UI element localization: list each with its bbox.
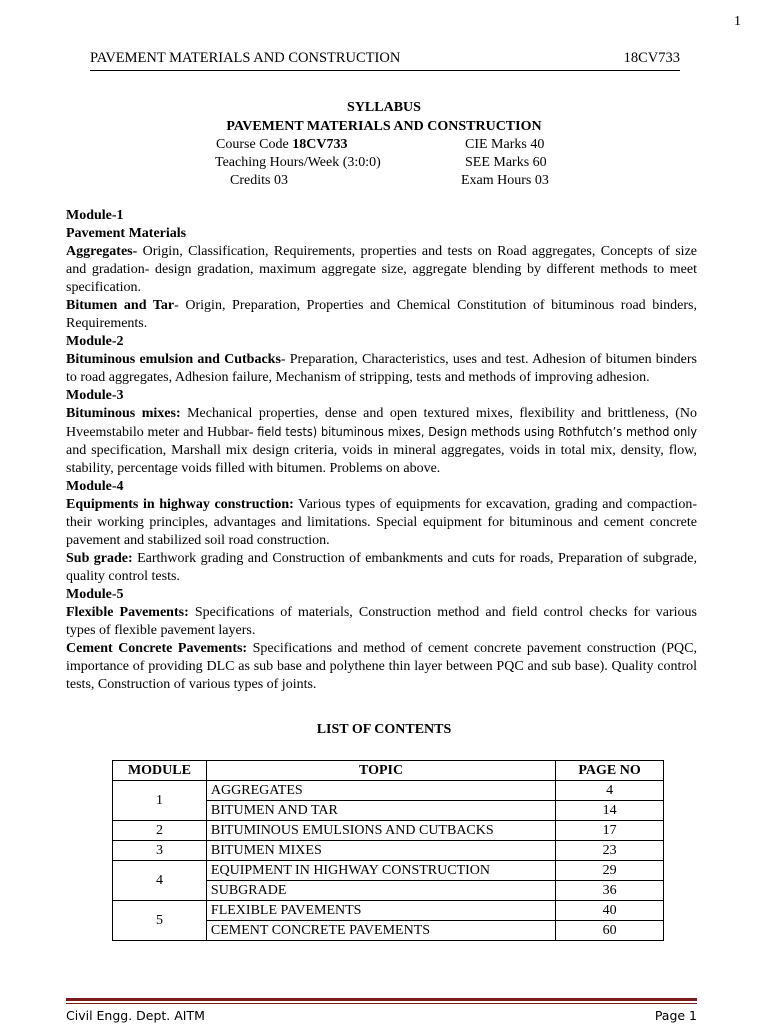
- bitumen-heading: Bitumen and Tar: [66, 298, 175, 313]
- subgrade-paragraph: [66, 550, 697, 586]
- course-code-label: Course Code: [216, 137, 293, 152]
- contents-title: LIST OF CONTENTS: [316, 722, 452, 737]
- mixes-heading: Bituminous mixes:: [66, 406, 181, 421]
- teaching-hours: Teaching Hours/Week (3:0:0): [215, 155, 381, 170]
- module-2-heading: Module-2: [66, 334, 124, 349]
- cie-marks: CIE Marks 40: [465, 137, 545, 152]
- footer-page: Page 1: [654, 1008, 697, 1023]
- mixes-text-2: and specification, Marshall mix design criteria, voids in mineral aggregates, voids in total mix, density, flow, stability, percentage voids filled with bitumen. Problems on above.: [66, 443, 697, 476]
- page-cell: 4: [556, 781, 664, 801]
- module-cell: 1: [113, 781, 207, 821]
- table-row: [113, 861, 664, 881]
- footer-rule-thin: [66, 1003, 697, 1004]
- flexible-text: Specifications of materials, Construction method and field control checks for various types of flexible pavement layers.: [66, 605, 697, 638]
- mixes-text-1: Mechanical properties, dense and open textured mixes, flexibility and brittleness, (No Hveemstabilo meter and Hubbar-: [66, 406, 698, 440]
- page-cell: 17: [556, 821, 664, 841]
- mixes-paragraph: [66, 405, 697, 478]
- equipment-paragraph: [66, 496, 697, 550]
- emulsion-paragraph: [66, 351, 697, 387]
- emulsion-heading: Bituminous emulsion and Cutbacks: [66, 352, 281, 367]
- aggregates-text: Origin, Classification, Requirements, properties and tests on Road aggregates, Concepts of size and gradation- design gradation, maximum aggregate size, aggregate blending by different methods to meet specification.: [66, 244, 697, 295]
- topic-cell: EQUIPMENT IN HIGHWAY CONSTRUCTION: [206, 861, 555, 881]
- module-5-heading: Module-5: [66, 587, 124, 602]
- footer-department: Civil Engg. Dept. AITM: [66, 1008, 205, 1023]
- equipment-heading: Equipments in highway construction:: [66, 497, 294, 512]
- header-title: PAVEMENT MATERIALS AND CONSTRUCTION: [90, 50, 401, 66]
- module-3-heading: Module-3: [66, 388, 124, 403]
- topic-cell: FLEXIBLE PAVEMENTS: [206, 901, 555, 921]
- topic-cell: CEMENT CONCRETE PAVEMENTS: [206, 921, 555, 941]
- module-cell: 4: [113, 861, 207, 901]
- cement-concrete-heading: Cement Concrete Pavements:: [66, 641, 248, 656]
- column-header-module: MODULE: [113, 761, 207, 781]
- table-header-row: [113, 761, 664, 781]
- module-1-title: Pavement Materials: [66, 226, 187, 241]
- footer-rule-thick: [66, 998, 697, 1001]
- page-number: 1: [734, 14, 741, 29]
- aggregates-paragraph: [66, 243, 697, 297]
- page-cell: 60: [556, 921, 664, 941]
- flexible-heading: Flexible Pavements:: [66, 605, 189, 620]
- header-rule: [90, 70, 680, 71]
- course-code: [216, 137, 347, 153]
- table-row: [113, 841, 664, 861]
- page-cell: 36: [556, 881, 664, 901]
- page-cell: 23: [556, 841, 664, 861]
- module-cell: 2: [113, 821, 207, 841]
- emulsion-text: - Preparation, Characteristics, uses and test. Adhesion of bitumen binders to road aggregates, Adhesion failure, Mechanism of stripping, tests and methods of improving adhesion.: [66, 352, 697, 385]
- module-1-heading: Module-1: [66, 208, 124, 223]
- topic-cell: BITUMINOUS EMULSIONS AND CUTBACKS: [206, 821, 555, 841]
- module-cell: 5: [113, 901, 207, 941]
- course-code-value: 18CV733: [292, 137, 348, 152]
- column-header-topic: TOPIC: [206, 761, 555, 781]
- syllabus-subtitle: PAVEMENT MATERIALS AND CONSTRUCTION: [226, 119, 542, 134]
- equipment-text: Various types of equipments for excavation, grading and compaction- their working principles, advantages and limitations. Special equipment for bituminous and cement concrete pavement and stabilized soil road construction.: [66, 497, 697, 548]
- module-cell: 3: [113, 841, 207, 861]
- table-row: [113, 901, 664, 921]
- cement-concrete-paragraph: [66, 640, 697, 694]
- topic-cell: AGGREGATES: [206, 781, 555, 801]
- aggregates-heading: Aggregates-: [66, 244, 138, 259]
- page-cell: 40: [556, 901, 664, 921]
- table-row: [113, 821, 664, 841]
- column-header-page: PAGE NO: [556, 761, 664, 781]
- bitumen-text: - Origin, Preparation, Properties and Chemical Constitution of bituminous road binders, Requirements.: [66, 298, 697, 331]
- see-marks: SEE Marks 60: [465, 155, 547, 170]
- syllabus-title: SYLLABUS: [347, 100, 421, 115]
- mixes-text-sans: field tests) bituminous mixes, Design methods using Rothfutch’s method only: [257, 424, 697, 439]
- topic-cell: BITUMEN AND TAR: [206, 801, 555, 821]
- syllabus-body: [66, 207, 697, 694]
- page-cell: 29: [556, 861, 664, 881]
- header-course-code: 18CV733: [623, 50, 680, 66]
- module-4-heading: Module-4: [66, 479, 124, 494]
- subgrade-text: Earthwork grading and Construction of embankments and cuts for roads, Preparation of subgrade, quality control tests.: [66, 551, 698, 584]
- page-cell: 14: [556, 801, 664, 821]
- subgrade-heading: Sub grade:: [66, 551, 133, 566]
- credits: Credits 03: [230, 173, 288, 188]
- contents-table: [112, 760, 664, 941]
- bitumen-paragraph: [66, 297, 697, 333]
- flexible-paragraph: [66, 604, 697, 640]
- exam-hours: Exam Hours 03: [461, 173, 549, 188]
- topic-cell: SUBGRADE: [206, 881, 555, 901]
- topic-cell: BITUMEN MIXES: [206, 841, 555, 861]
- cement-concrete-text: Specifications and method of cement concrete pavement construction (PQC, importance of providing DLC as sub base and polythene thin layer between PQC and sub base). Quality control tests, Construction of various types of joints.: [66, 641, 697, 692]
- table-row: [113, 781, 664, 801]
